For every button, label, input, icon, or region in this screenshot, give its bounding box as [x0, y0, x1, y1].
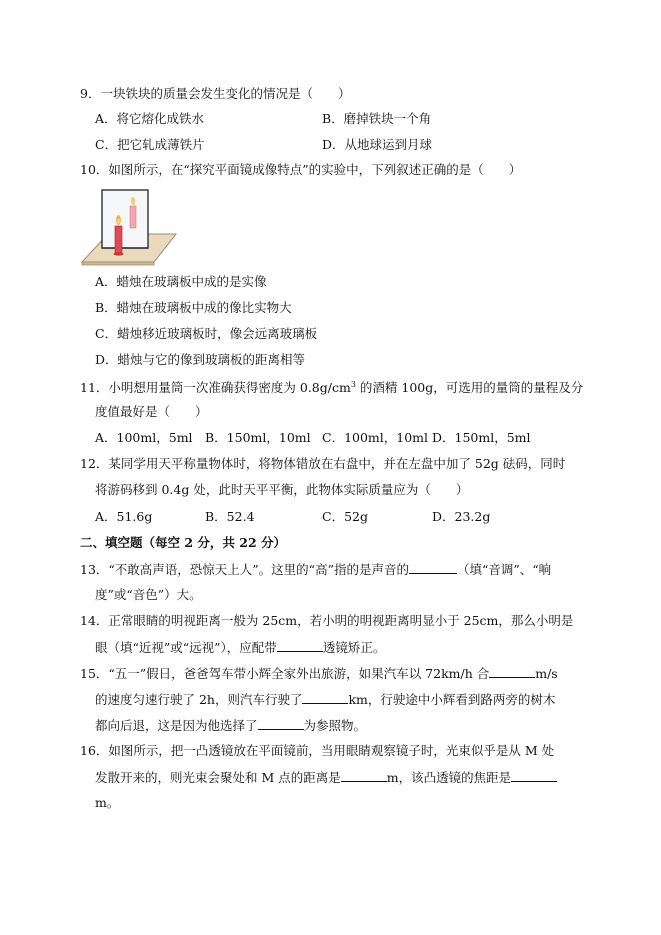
- q13-line1-pre: 13．“不敢高声语，恐惊天上人”。这里的“高”指的是声音的: [80, 562, 409, 577]
- q10-option-a: A．蜡烛在玻璃板中成的是实像: [95, 274, 267, 289]
- q12-line1: 12．某同学用天平称量物体时，将物体错放在右盘中，并在左盘中加了 52g 砝码，同时: [80, 456, 566, 471]
- q16-line2: [95, 769, 557, 786]
- q15-line1-pre: 15．“五一”假日，爸爸驾车带小辉全家外出旅游，如果汽车以 72km/h 合: [80, 666, 490, 681]
- q13-answer-blank[interactable]: [409, 561, 457, 574]
- q11-option-c: C．100ml，10ml: [322, 430, 429, 445]
- q11-option-b: B．150ml，10ml: [205, 430, 311, 445]
- q10-option-d: D．蜡烛与它的像到玻璃板的距离相等: [95, 352, 306, 367]
- q15-answer-blank-3[interactable]: [258, 717, 304, 730]
- q13-line1-post: （填“音调”、“响: [456, 562, 552, 577]
- q15-line2: [95, 691, 555, 708]
- q15-line2-pre: 的速度匀速行驶了 2h，则汽车行驶了: [95, 692, 303, 707]
- q11-line1: [80, 377, 583, 396]
- q16-line3: m。: [95, 795, 120, 810]
- q16-answer-blank-1[interactable]: [341, 769, 387, 782]
- q12-line2: 将游码移到 0.4g 处，此时天平平衡，此物体实际质量应为（ ）: [95, 482, 469, 497]
- q11-option-d: D．150ml，5ml: [432, 430, 531, 445]
- q11-option-a: A．100ml，5ml: [95, 430, 193, 445]
- q16-line2-mid: m，该凸透镜的焦距是: [386, 770, 512, 785]
- q9-stem: 9．一块铁块的质量会发生变化的情况是（ ）: [80, 86, 351, 101]
- q10-option-b: B．蜡烛在玻璃板中成的像比实物大: [95, 300, 292, 315]
- q15-line2-post: km，行驶途中小辉看到路两旁的树木: [348, 692, 556, 707]
- q16-answer-blank-2[interactable]: [511, 769, 557, 782]
- q15-answer-blank-1[interactable]: [489, 665, 535, 678]
- q12-option-c: C．52g: [322, 509, 368, 524]
- q15-answer-blank-2[interactable]: [302, 691, 348, 704]
- q10-option-c: C．蜡烛移近玻璃板时，像会远离玻璃板: [95, 326, 318, 341]
- q16-line2-pre: 发散开来的，则光束会聚处和 M 点的距离是: [95, 770, 341, 785]
- q15-line1-post: m/s: [535, 666, 558, 681]
- q14-line2-post: 透镜矫正。: [322, 640, 386, 655]
- q12-option-a: A．51.6g: [95, 509, 153, 524]
- q14-line2: [95, 639, 385, 656]
- q11-line1-pre: 11．小明想用量筒一次准确获得密度为 0.8g/cm: [80, 380, 351, 396]
- q11-line1-post: 的酒精 100g，可选用的量筒的量程及分: [355, 380, 584, 396]
- q15-line3-pre: 都向后退，这是因为他选择了: [95, 718, 258, 733]
- q15-line3: [95, 717, 366, 734]
- q11-cubic-superscript: 3: [350, 380, 356, 389]
- mirror-candle-figure: [80, 186, 178, 266]
- q11-line2: 度值最好是（ ）: [95, 404, 208, 419]
- q10-stem: 10．如图所示，在“探究平面镜成像特点”的实验中，下列叙述正确的是（ ）: [80, 162, 522, 177]
- q12-option-b: B．52.4: [205, 509, 255, 524]
- q16-line1: 16．如图所示，把一凸透镜放在平面镜前，当用眼睛观察镜子时，光束似乎是从 M 处: [80, 743, 555, 758]
- q14-line2-pre: 眼（填“近视”或“远视”），应配带: [95, 640, 277, 655]
- q9-option-c: C．把它轧成薄铁片: [95, 137, 205, 152]
- q15-line3-post: 为参照物。: [303, 718, 367, 733]
- q14-line1: 14．正常眼睛的明视距离一般为 25cm，若小明的明视距离明显小于 25cm，那么小明是: [80, 613, 574, 628]
- q12-option-d: D．23.2g: [432, 509, 491, 524]
- section-heading-fill-blank: 二、填空题（每空 2 分，共 22 分）: [80, 535, 287, 550]
- q13-line2: 度”或“音色”）大。: [95, 587, 202, 602]
- q15-line1: [80, 665, 558, 682]
- q14-answer-blank[interactable]: [277, 639, 323, 652]
- q9-option-a: A．将它熔化成铁水: [95, 111, 205, 126]
- q9-option-d: D．从地球运到月球: [322, 137, 433, 152]
- q9-option-b: B．磨掉铁块一个角: [322, 111, 432, 126]
- q13-line1: [80, 561, 551, 578]
